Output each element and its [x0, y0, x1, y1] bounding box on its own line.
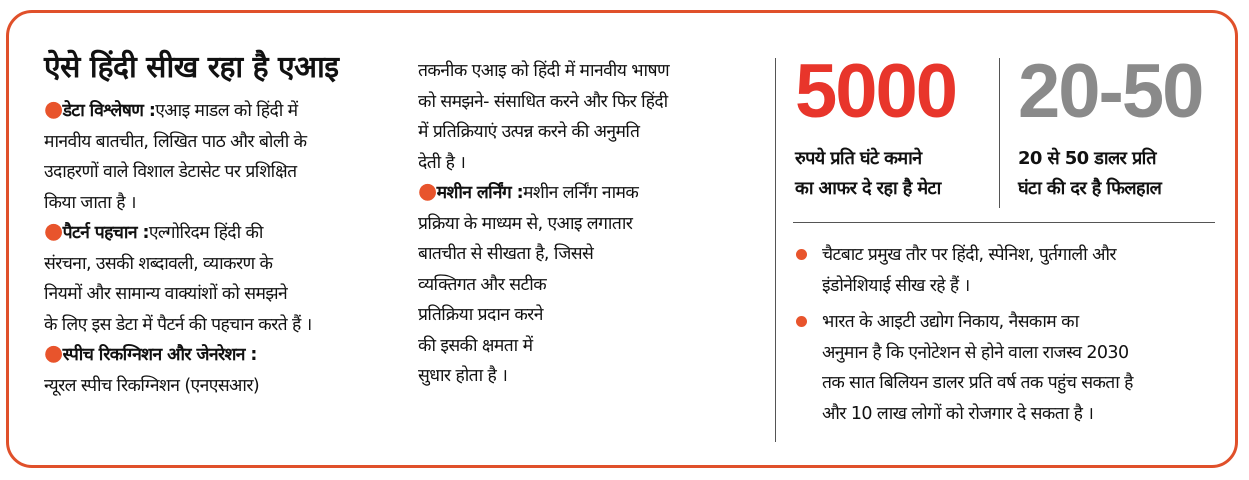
stats-separator [793, 222, 1215, 223]
paragraph-continued [418, 56, 763, 178]
column-divider [775, 58, 776, 442]
heading-data-analysis: डेटा विश्लेषण : [62, 101, 156, 121]
fact-bullets [796, 240, 1216, 435]
fact-bullet [796, 307, 1216, 429]
text-line: और 10 लाख लोगों को रोजगार दे सकता है । [822, 403, 1094, 424]
text-line: देती है । [418, 152, 466, 173]
middle-column [418, 56, 763, 392]
text-line: मशीन लर्निंग नामक [522, 183, 639, 203]
bullet-dot-icon [796, 249, 807, 260]
paragraph-pattern-recognition [44, 218, 392, 340]
infobox-title: ऐसे हिंदी सीख रहा है एआइ [44, 50, 339, 85]
paragraph-machine-learning [418, 178, 763, 392]
text-line: भारत के आइटी उद्योग निकाय, नैसकाम का [822, 312, 1079, 332]
bullet-dot-icon: ● [418, 179, 437, 204]
text-line: संरचना, उसकी शब्दावली, व्याकरण के [44, 253, 273, 274]
stat-divider [999, 58, 1000, 208]
heading-pattern-recognition: पैटर्न पहचान : [62, 223, 149, 243]
caption-line: का आफर दे रहा है मेटा [795, 178, 941, 199]
text-line: मानवीय बातचीत, लिखित पाठ और बोली के [44, 131, 307, 152]
stat-20-50-caption [1018, 144, 1161, 204]
text-line: नियमों और सामान्य वाक्यांशों को समझने [44, 284, 288, 304]
stat-5000-value: 5000 [795, 49, 957, 134]
text-line: एआइ माडल को हिंदी में [155, 101, 298, 121]
text-line: तक सात बिलियन डालर प्रति वर्ष तक पहुंच सकता है [822, 373, 1133, 393]
text-line: प्रक्रिया के माध्यम से, एआइ लगातार [418, 213, 633, 234]
text-line: तकनीक एआइ को हिंदी में मानवीय भाषण [418, 61, 670, 81]
left-column [44, 50, 392, 401]
caption-line: 20 से 50 डालर प्रति [1018, 148, 1156, 169]
text-line: इंडोनेशियाई सीख रहे हैं । [822, 275, 970, 296]
stat-20-50-value: 20-50 [1018, 49, 1203, 134]
fact-bullet [796, 240, 1216, 301]
text-line: सुधार होता है । [418, 366, 508, 386]
text-line: व्यक्तिगत और सटीक [418, 274, 547, 295]
bullet-dot-icon: ● [44, 219, 63, 244]
heading-machine-learning: मशीन लर्निंग : [436, 183, 523, 203]
text-line: उदाहरणों वाले विशाल डेटासेट पर प्रशिक्षित [44, 162, 297, 182]
text-line: की इसकी क्षमता में [418, 335, 533, 356]
caption-line: घंटा की दर है फिलहाल [1018, 178, 1162, 199]
text-line: चैटबाट प्रमुख तौर पर हिंदी, स्पेनिश, पुर्तगाली और [822, 245, 1116, 265]
bullet-dot-icon: ● [44, 97, 63, 122]
text-line: एल्गोरिदम हिंदी की [148, 223, 263, 243]
stat-5000-caption [795, 144, 941, 204]
text-line: प्रतिक्रिया प्रदान करने [418, 305, 543, 325]
caption-line: रुपये प्रति घंटे कमाने [795, 148, 922, 169]
text-line: के लिए इस डेटा में पैटर्न की पहचान करते हैं । [44, 314, 312, 335]
text-line: बातचीत से सीखता है, जिससे [418, 244, 594, 264]
paragraph-data-analysis [44, 96, 392, 218]
text-line: किया जाता है । [44, 192, 136, 213]
text-line: में प्रतिक्रियाएं उत्पन्न करने की अनुमति [418, 122, 640, 142]
text-line: अनुमान है कि एनोटेशन से होने वाला राजस्व 2030 [822, 342, 1129, 363]
bullet-dot-icon: ● [44, 341, 63, 366]
heading-speech-recognition: स्पीच रिकग्निशन और जेनरेशन : [62, 345, 257, 365]
text-line: को समझने- संसाधित करने और फिर हिंदी [418, 91, 668, 112]
paragraph-speech-recognition [44, 340, 392, 401]
bullet-dot-icon [796, 316, 807, 327]
text-line: न्यूरल स्पीच रिकग्निशन (एनएसआर) [44, 375, 260, 396]
